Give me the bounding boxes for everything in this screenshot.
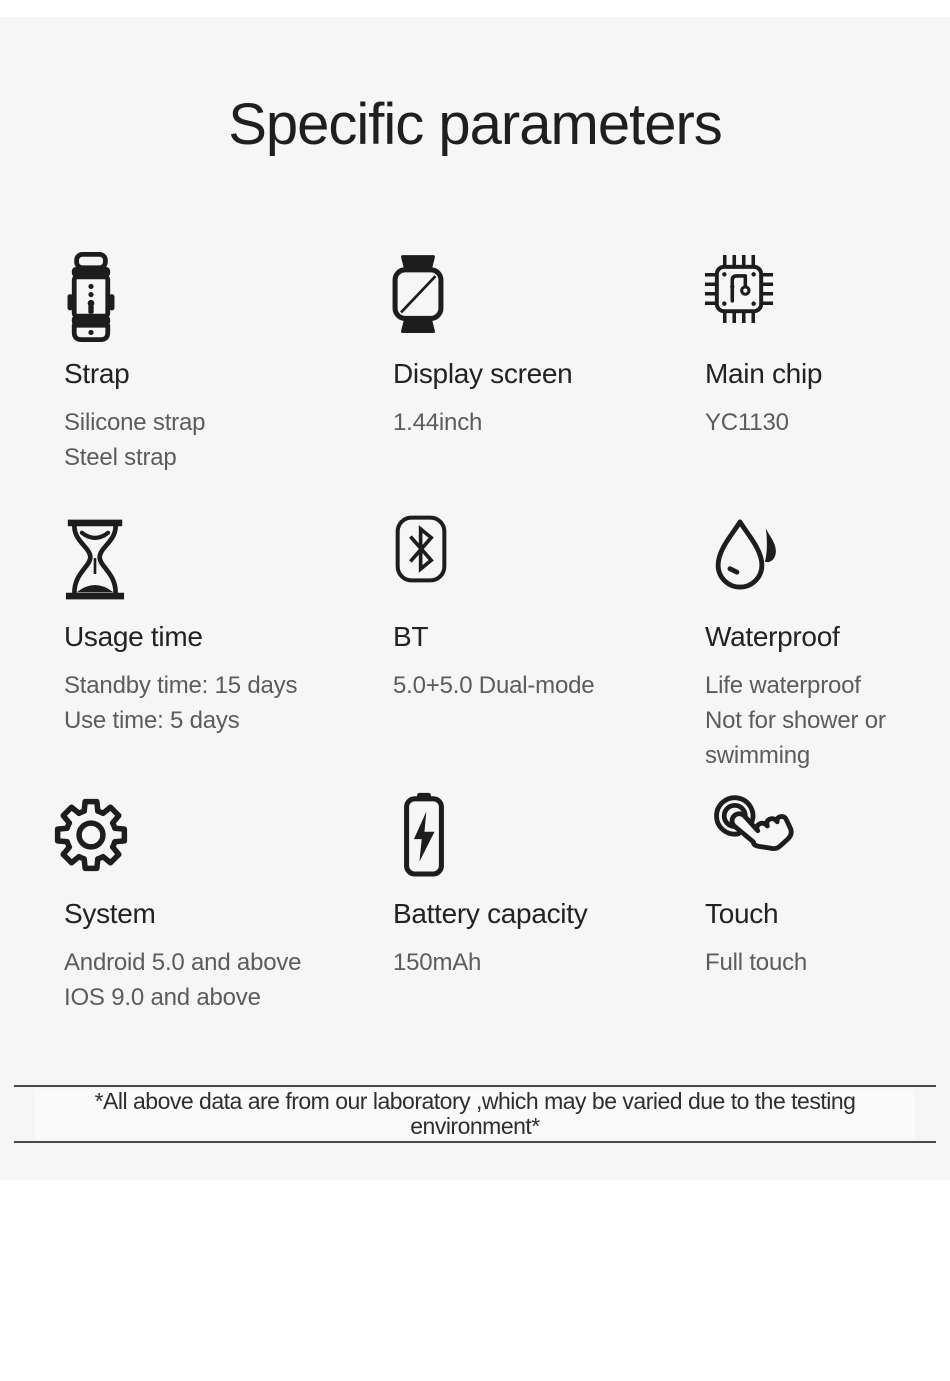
spec-value: 1.44inch xyxy=(393,409,483,436)
hourglass-icon xyxy=(64,514,393,620)
spec-values xyxy=(393,945,705,980)
spec-value: IOS 9.0 and above xyxy=(64,984,261,1011)
touch-hand-icon xyxy=(705,791,950,897)
page-title: Specific parameters xyxy=(228,92,722,157)
spec-values xyxy=(64,668,393,738)
spec-label: Strap xyxy=(64,358,130,389)
spec-label: Touch xyxy=(705,898,779,929)
battery-icon xyxy=(393,791,705,897)
spec-values xyxy=(393,668,705,703)
spec-value: Full touch xyxy=(705,949,808,976)
spec-item-main-chip xyxy=(705,251,950,514)
spec-value: 5.0+5.0 Dual-mode xyxy=(393,672,595,699)
bluetooth-icon xyxy=(393,514,705,620)
footnote-text: *All above data are from our laboratory ,which may be varied due to the testing environment* xyxy=(35,1089,915,1139)
spec-grid xyxy=(64,251,950,1015)
spec-item-system xyxy=(64,791,393,1015)
spec-item-waterproof xyxy=(705,514,950,791)
top-white-strip xyxy=(0,0,950,17)
spec-sheet-panel xyxy=(0,17,950,1180)
spec-value: 150mAh xyxy=(393,949,482,976)
spec-value: Use time: 5 days xyxy=(64,707,240,734)
spec-values xyxy=(64,405,393,475)
spec-value: Standby time: 15 days xyxy=(64,672,298,699)
spec-values xyxy=(705,945,923,980)
chip-icon xyxy=(705,251,950,357)
divider-line-top xyxy=(14,1085,936,1087)
spec-label: Battery capacity xyxy=(393,898,588,929)
spec-values xyxy=(393,405,705,440)
spec-label: BT xyxy=(393,621,429,652)
spec-values xyxy=(705,668,923,773)
spec-values xyxy=(705,405,923,440)
spec-label: Display screen xyxy=(393,358,573,389)
spec-item-bt xyxy=(393,514,705,791)
spec-label: System xyxy=(64,898,156,929)
spec-item-battery-capacity xyxy=(393,791,705,1015)
watch-strap-icon xyxy=(64,251,393,357)
spec-label: Usage time xyxy=(64,621,203,652)
spec-label: Main chip xyxy=(705,358,823,389)
bottom-white-strip xyxy=(0,1180,950,1381)
spec-value: YC1130 xyxy=(705,409,789,436)
spec-item-display-screen xyxy=(393,251,705,514)
spec-item-touch xyxy=(705,791,950,1015)
spec-value: Android 5.0 and above xyxy=(64,949,302,976)
spec-values xyxy=(64,945,393,1015)
spec-label: Waterproof xyxy=(705,621,840,652)
divider-line-bottom xyxy=(14,1141,936,1143)
spec-value: Silicone strap xyxy=(64,409,206,436)
gear-icon xyxy=(64,791,393,897)
spec-value: Life waterproof xyxy=(705,672,861,699)
spec-value: Steel strap xyxy=(64,444,177,471)
footnote-box xyxy=(0,1085,950,1143)
spec-value: Not for shower or swimming xyxy=(705,707,886,769)
spec-item-strap xyxy=(64,251,393,514)
waterdrop-icon xyxy=(705,514,950,620)
spec-item-usage-time xyxy=(64,514,393,791)
watch-screen-icon xyxy=(393,251,705,357)
